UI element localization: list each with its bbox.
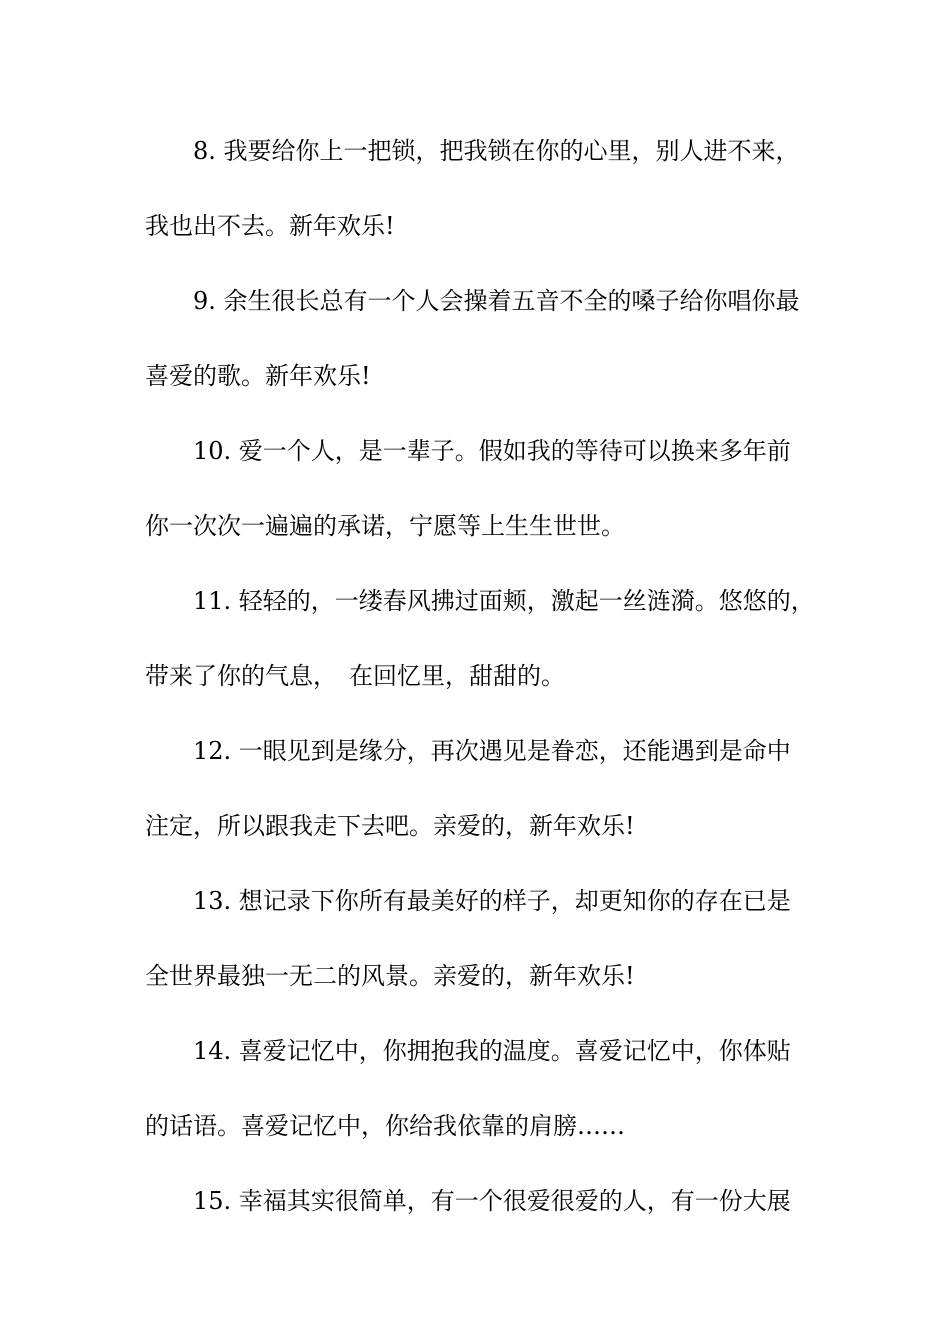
- item-9-line-2: 喜爱的歌。新年欢乐!: [145, 362, 371, 390]
- item-9-line-1: 9. 余生很长总有一个人会操着五音不全的嗓子给你唱你最: [193, 287, 800, 315]
- item-14-line-1: 14. 喜爱记忆中，你拥抱我的温度。喜爱记忆中，你体贴: [193, 1037, 791, 1065]
- item-11-line-2: 带来了你的气息， 在回忆里，甜甜的。: [145, 662, 565, 690]
- item-14-line-2: 的话语。喜爱记忆中，你给我依靠的肩膀……: [145, 1112, 625, 1140]
- item-13-line-2: 全世界最独一无二的风景。亲爱的，新年欢乐!: [145, 962, 635, 990]
- item-12-line-2: 注定，所以跟我走下去吧。亲爱的，新年欢乐!: [145, 812, 635, 840]
- item-13-line-1: 13. 想记录下你所有最美好的样子，却更知你的存在已是: [193, 887, 791, 915]
- item-15-line-1: 15. 幸福其实很简单，有一个很爱很爱的人，有一份大展: [193, 1187, 791, 1215]
- item-10-line-1: 10. 爱一个人，是一辈子。假如我的等待可以换来多年前: [193, 437, 791, 465]
- item-10-line-2: 你一次次一遍遍的承诺，宁愿等上生生世世。: [145, 512, 625, 540]
- item-11-line-1: 11. 轻轻的，一缕春风拂过面颊，激起一丝涟漪。悠悠的，: [193, 587, 815, 615]
- item-12-line-1: 12. 一眼见到是缘分，再次遇见是眷恋，还能遇到是命中: [193, 737, 791, 765]
- item-8-line-2: 我也出不去。新年欢乐!: [145, 212, 395, 240]
- item-8-line-1: 8. 我要给你上一把锁，把我锁在你的心里，别人进不来，: [193, 137, 800, 165]
